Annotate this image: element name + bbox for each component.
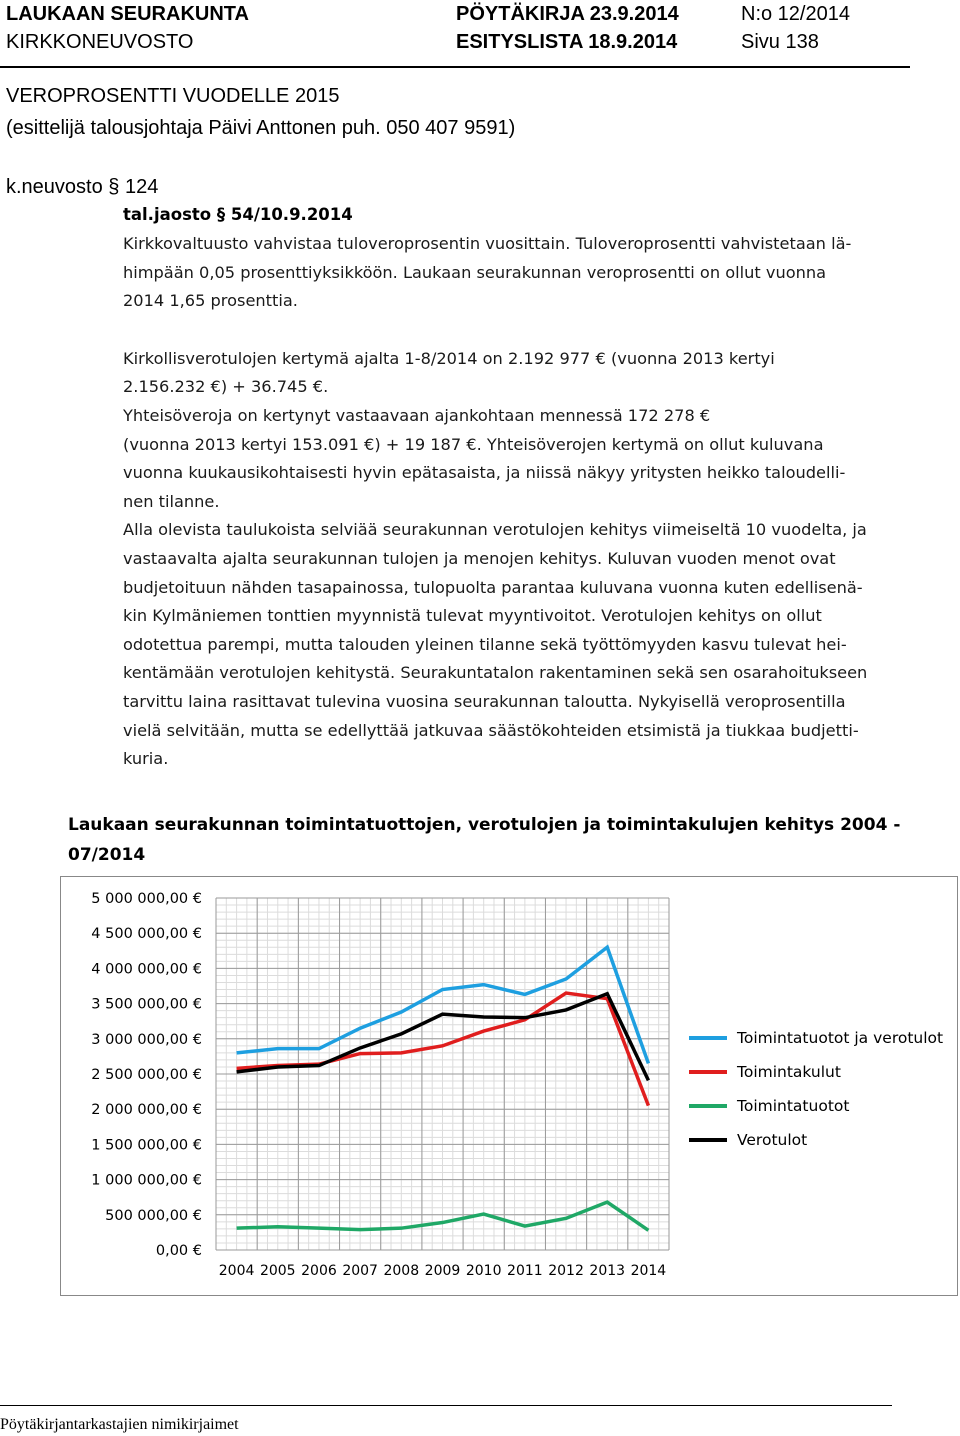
document-number: N:o 12/2014 — [741, 3, 850, 25]
x-tick-label: 2014 — [630, 1263, 667, 1279]
y-tick-label: 500 000,00 € — [105, 1207, 202, 1224]
body-line: 2.156.232 €) + 36.745 €. — [123, 377, 329, 397]
body-line: Alla olevista taulukoista selviää seurakunnan verotulojen kehitys viimeiseltä 10 vuodelta, ja — [123, 520, 867, 540]
body-line: Kirkkovaltuusto vahvistaa tuloveroprosentin vuosittain. Tuloveroprosentti vahvistetaan lä- — [123, 234, 852, 253]
chart-frame — [60, 876, 958, 1296]
legend-label: Toimintatuotot ja verotulot — [737, 1029, 944, 1047]
x-tick-label: 2010 — [465, 1263, 502, 1279]
chart-title-line: 07/2014 — [68, 845, 146, 865]
footer-rule — [0, 1405, 892, 1406]
org-name: LAUKAAN SEURAKUNTA — [6, 3, 249, 25]
header-rule — [0, 66, 910, 68]
legend-label: Toimintatuotot — [737, 1097, 850, 1115]
y-tick-label: 1 000 000,00 € — [91, 1172, 202, 1189]
y-tick-label: 4 000 000,00 € — [91, 961, 202, 978]
x-tick-label: 2011 — [507, 1263, 543, 1279]
y-tick-label: 4 500 000,00 € — [91, 926, 202, 943]
body-text — [123, 230, 903, 774]
body-line: kin Kylmäniemen tonttien myynnistä tulevat myyntivoitot. Verotulojen kehitys on ollut — [123, 606, 822, 626]
chart-title-line: Laukaan seurakunnan toimintatuottojen, verotulojen ja toimintakulujen kehitys 2004 - — [68, 815, 901, 835]
body-line: Kirkollisverotulojen kertymä ajalta 1-8/2014 on 2.192 977 € (vuonna 2013 kertyi — [123, 348, 775, 368]
body-line: 2014 1,65 prosenttia. — [123, 291, 298, 311]
y-tick-label: 5 000 000,00 € — [91, 891, 202, 907]
chart-title — [68, 810, 918, 870]
x-tick-label: 2013 — [589, 1263, 626, 1279]
y-tick-label: 3 500 000,00 € — [91, 996, 202, 1013]
body-line: (vuonna 2013 kertyi 153.091 €) + 19 187 €. Yhteisöverojen kertymä on ollut kuluvana — [123, 434, 824, 454]
line-chart — [61, 877, 957, 1295]
page-title: VEROPROSENTTI VUODELLE 2015 — [6, 85, 340, 107]
protocol-date: PÖYTÄKIRJA 23.9.2014 — [456, 3, 679, 25]
y-tick-label: 0,00 € — [155, 1243, 202, 1259]
y-tick-label: 2 500 000,00 € — [91, 1067, 202, 1083]
board-name: KIRKKONEUVOSTO — [6, 31, 194, 53]
council-reference: k.neuvosto § 124 — [6, 176, 159, 198]
legend-label: Toimintakulut — [737, 1063, 841, 1081]
body-line: vielä selvitään, mutta se edellyttää jatkuvaa säästökohteiden etsimistä ja tiukkaa budjetti- — [123, 720, 859, 740]
body-line: kentämään verotulojen kehitystä. Seurakuntatalon rakentaminen sekä sen osarahoitukseen — [123, 663, 868, 683]
body-line: odotettua parempi, mutta talouden yleinen tilanne sekä työttömyyden kasvu tulevat hei- — [123, 634, 847, 654]
body-line: budjetoituun nähden tasapainossa, tulopuolta parantaa kuluvana vuonna kuten edellisenä- — [123, 577, 863, 597]
legend-label: Verotulot — [737, 1131, 808, 1149]
y-tick-label: 1 500 000,00 € — [91, 1137, 202, 1154]
x-tick-label: 2005 — [259, 1263, 296, 1279]
body-line: himpään 0,05 prosenttiyksikköön. Laukaan seurakunnan veroprosentti on ollut vuonna — [123, 262, 827, 282]
body-line: tarvittu laina rasittavat tulevina vuosina seurakunnan taloutta. Nykyisellä veroprosentilla — [123, 691, 846, 711]
agenda-date: ESITYSLISTA 18.9.2014 — [456, 31, 678, 53]
x-tick-label: 2009 — [424, 1263, 461, 1279]
y-tick-label: 2 000 000,00 € — [91, 1102, 202, 1119]
x-tick-label: 2008 — [383, 1263, 420, 1279]
page-number: Sivu 138 — [741, 31, 819, 53]
presenter-line: (esittelijä talousjohtaja Päivi Anttonen puh. 050 407 9591) — [6, 117, 516, 139]
x-tick-label: 2007 — [342, 1263, 378, 1279]
body-line: vastaavalta ajalta seurakunnan tulojen ja menojen kehitys. Kuluvan vuoden menot ovat — [123, 548, 836, 568]
body-line: kuria. — [123, 749, 169, 769]
committee-reference: tal.jaosto § 54/10.9.2014 — [123, 205, 353, 224]
x-tick-label: 2006 — [301, 1263, 337, 1279]
x-tick-label: 2004 — [218, 1263, 255, 1279]
body-line: vuonna kuukausikohtaisesti hyvin epätasaista, ja niissä näkyy yritysten heikko taloudelli- — [123, 463, 846, 483]
y-tick-label: 3 000 000,00 € — [91, 1031, 202, 1048]
footer-text: Pöytäkirjantarkastajien nimikirjaimet — [0, 1416, 239, 1433]
x-tick-label: 2012 — [548, 1263, 584, 1279]
body-line: Yhteisöveroja on kertynyt vastaavaan ajankohtaan mennessä 172 278 € — [123, 405, 711, 425]
body-line: nen tilanne. — [123, 491, 220, 511]
